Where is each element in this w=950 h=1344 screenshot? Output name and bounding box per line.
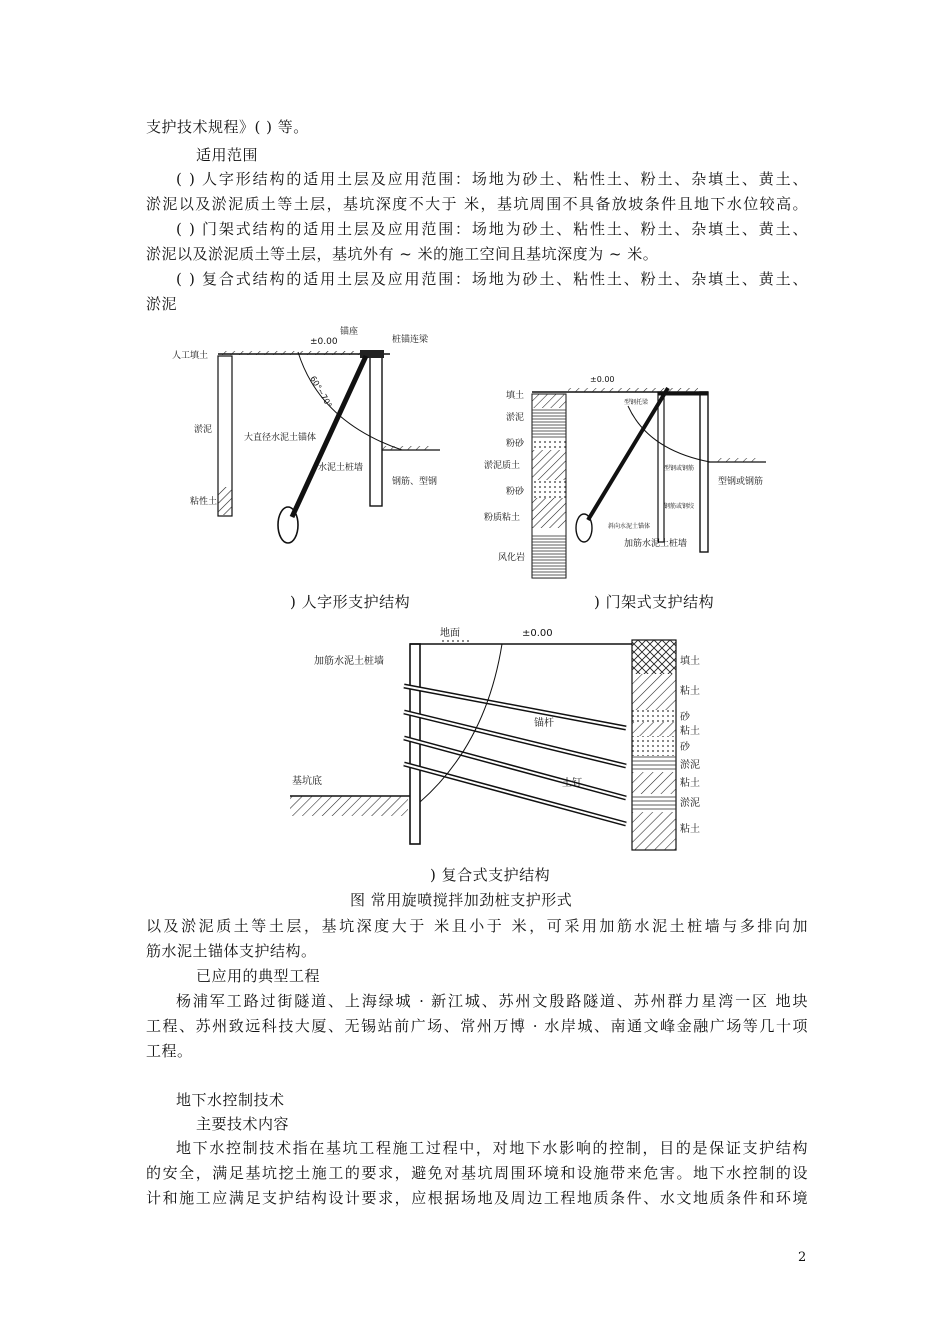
fig-b-label: 加筋水泥土桩墙 — [624, 539, 688, 549]
figure-b-caption: ) 门架式支护结构 — [594, 593, 715, 611]
fig-c-soil: 粘土 — [680, 824, 700, 835]
fig-c-soil: 粘土 — [680, 726, 700, 737]
paragraph-line: 淤泥 — [146, 295, 178, 313]
fig-a-label: 钢筋、型钢 — [392, 477, 438, 487]
fig-a-label: 水泥土桩墙 — [318, 463, 364, 473]
fig-a-label: 锚座 — [340, 327, 359, 337]
fig-a-label: 粘性土 — [190, 497, 218, 507]
fig-c-label: 地面 — [440, 628, 460, 639]
fig-a-label: 桩锚连梁 — [392, 335, 429, 345]
fig-c-label: 锚杆 — [534, 718, 554, 729]
fig-c-soil: 淤泥 — [680, 760, 700, 771]
paragraph-line: 筋水泥土锚体支护结构。 — [146, 942, 317, 960]
fig-a-label: 人工填土 — [172, 351, 209, 361]
section-heading: 主要技术内容 — [196, 1115, 290, 1133]
section-heading: 已应用的典型工程 — [196, 967, 321, 985]
figure-b-diagram — [478, 370, 768, 580]
fig-b-soil: 填土 — [506, 391, 525, 401]
paragraph-line: 杨浦军工路过街隧道、上海绿城 · 新江城、苏州文殷路隧道、苏州群力星湾一区 地块 — [176, 992, 808, 1010]
fig-c-label: 土钉 — [562, 778, 582, 789]
paragraph-line: 以及淤泥质土等土层，基坑深度大于 米且小于 米，可采用加筋水泥土桩墙与多排向加 — [146, 917, 808, 935]
fig-c-label: 基坑底 — [292, 776, 322, 787]
fig-b-soil: 淤泥 — [506, 413, 525, 423]
fig-b-soil: 淤泥质土 — [484, 461, 521, 471]
paragraph-line: 的安全，满足基坑挖土施工的要求，避免对基坑周围环境和设施带来危害。地下水控制的设 — [146, 1164, 808, 1182]
paragraph-line: 工程、苏州致远科技大厦、无锡站前广场、常州万博 · 水岸城、南通文峰金融广场等几十项 — [146, 1017, 808, 1035]
fig-b-label: 型钢或钢筋 — [664, 465, 695, 472]
paragraph-line: ( ) 人字形结构的适用土层及应用范围：场地为砂土、粘性土、粉土、杂填土、黄土、 — [176, 170, 808, 188]
fig-c-soil: 粘土 — [680, 778, 700, 789]
paragraph-line: 工程。 — [146, 1042, 193, 1060]
fig-b-soil: 粉砂 — [506, 487, 525, 497]
figure-c-diagram — [286, 624, 716, 854]
paragraph-line: ( ) 复合式结构的适用土层及应用范围：场地为砂土、粘性土、粉土、杂填土、黄土、 — [176, 270, 808, 288]
fig-c-soil: 粘土 — [680, 686, 700, 697]
fig-a-angle: 60°~70° — [308, 374, 334, 410]
fig-c-soil: 填土 — [680, 656, 700, 667]
figure-title: 图 常用旋喷搅拌加劲桩支护形式 — [350, 891, 573, 909]
fig-a-level: ±0.00 — [310, 337, 338, 347]
paragraph-line: 地下水控制技术指在基坑工程施工过程中，对地下水影响的控制，目的是保证支护结构 — [176, 1139, 808, 1157]
fig-a-label: 淤泥 — [194, 425, 213, 435]
figure-c-caption: ) 复合式支护结构 — [430, 866, 551, 884]
fig-b-level: ±0.00 — [590, 375, 615, 384]
fig-b-label: 型钢或钢筋 — [718, 477, 764, 487]
paragraph-line: 支护技术规程》( ) 等。 — [146, 118, 309, 136]
fig-b-soil: 粉质粘土 — [484, 513, 521, 523]
figure-a-diagram — [170, 322, 450, 552]
section-heading: 地下水控制技术 — [176, 1091, 285, 1109]
figure-a-caption: ) 人字形支护结构 — [290, 593, 411, 611]
fig-b-soil: 粉砂 — [506, 439, 525, 449]
fig-c-soil: 淤泥 — [680, 798, 700, 809]
fig-b-label: 钢筋或钢绞 — [664, 503, 695, 510]
fig-c-level: ±0.00 — [522, 628, 553, 639]
section-heading: 适用范围 — [196, 146, 259, 164]
paragraph-line: 淤泥以及淤泥质土等土层，基坑外有 ~ 米的施工空间且基坑深度为 ~ 米。 — [146, 245, 659, 263]
fig-b-soil: 风化岩 — [498, 553, 526, 563]
fig-c-soil: 砂 — [680, 742, 690, 753]
fig-a-label: 大直径水泥土锚体 — [244, 433, 317, 443]
fig-b-label: 型钢托梁 — [624, 399, 649, 406]
fig-c-soil: 砂 — [680, 712, 690, 723]
paragraph-line: 计和施工应满足支护结构设计要求，应根据场地及周边工程地质条件、水文地质条件和环境 — [146, 1189, 808, 1207]
fig-c-label: 加筋水泥土桩墙 — [314, 656, 384, 667]
fig-b-label: 斜向水泥土锚体 — [608, 523, 651, 530]
paragraph-line: ( ) 门架式结构的适用土层及应用范围：场地为砂土、粘性土、粉土、杂填土、黄土、 — [176, 220, 808, 238]
paragraph-line: 淤泥以及淤泥质土等土层，基坑深度不大于 米，基坑周围不具备放坡条件且地下水位较高。 — [146, 195, 808, 213]
page-number: 2 — [798, 1250, 807, 1265]
